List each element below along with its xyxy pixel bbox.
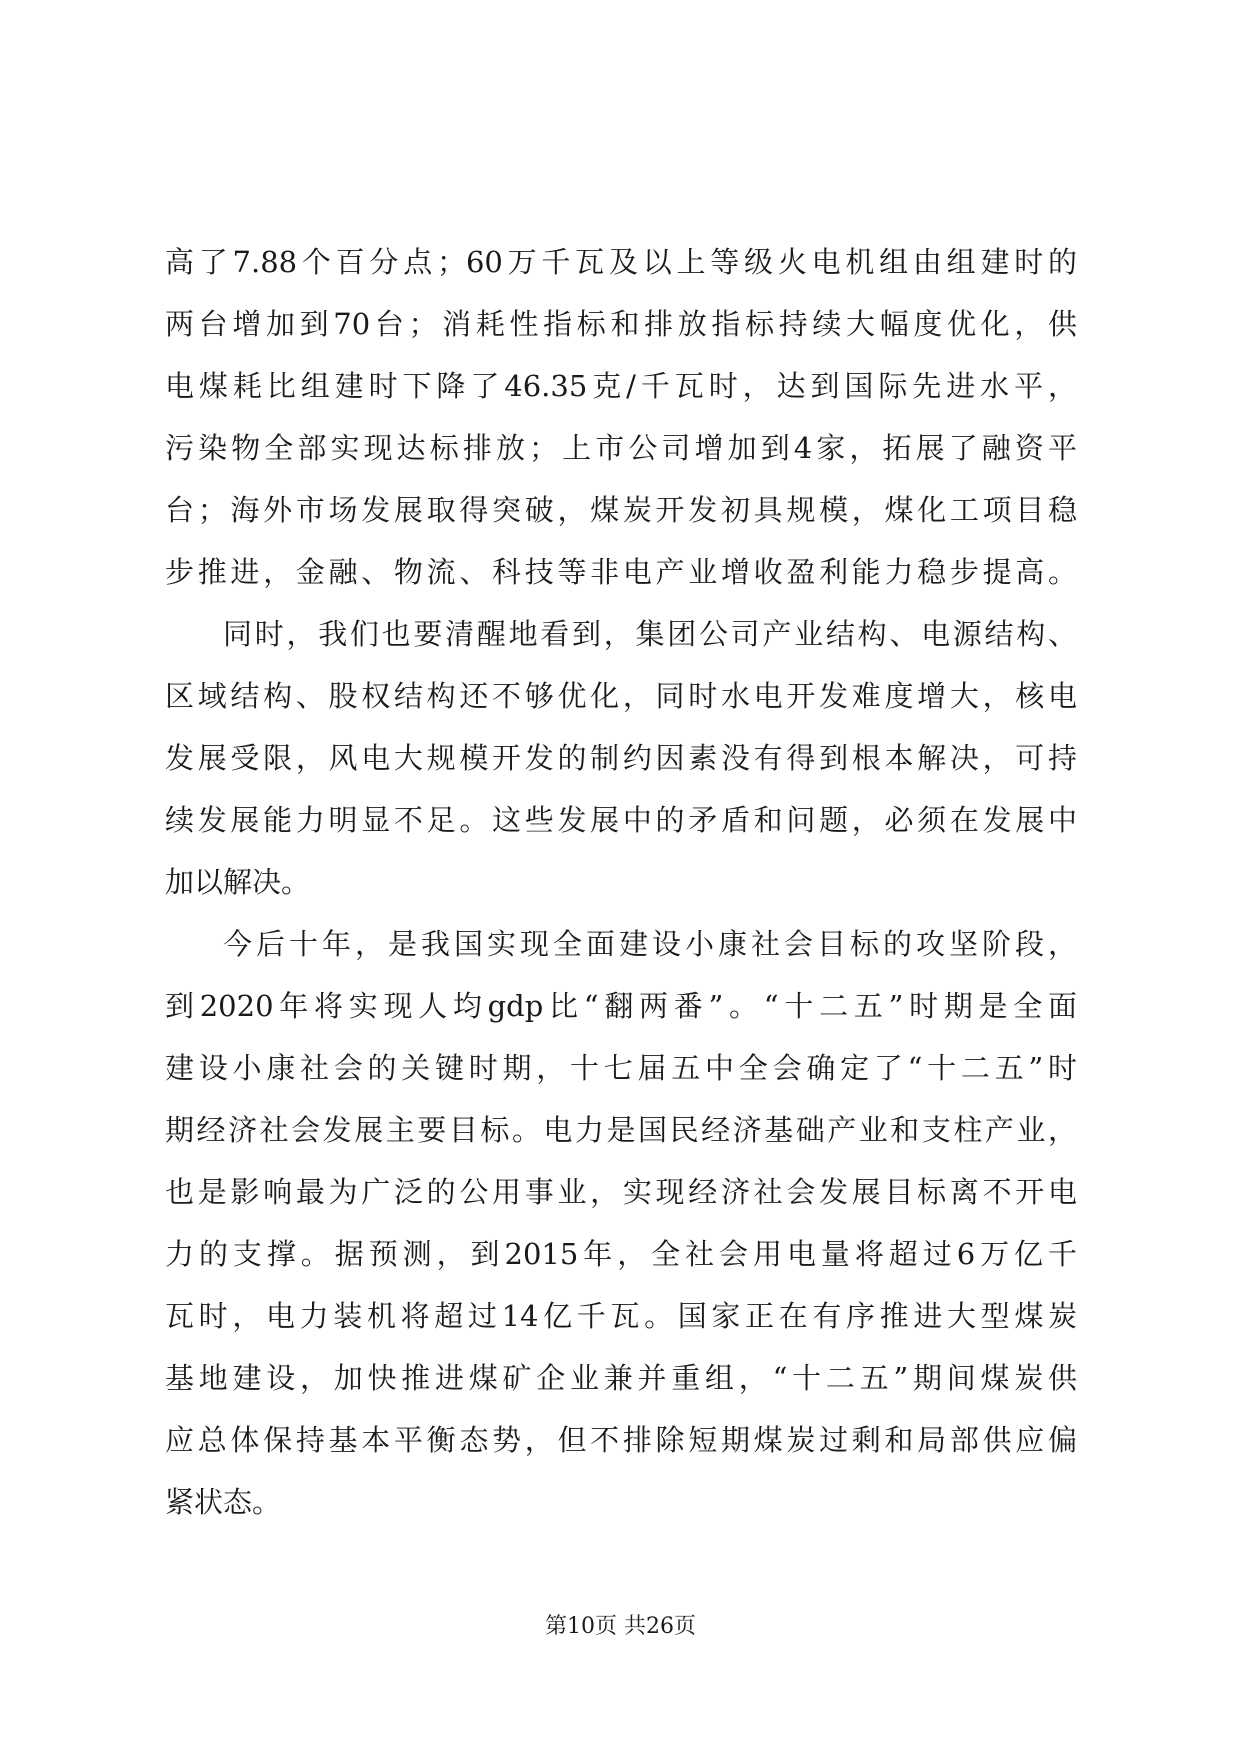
text-line: 加以解决。 xyxy=(165,865,311,899)
text-line: 续发展能力明显不足。这些发展中的矛盾和问题，必须在发展中 xyxy=(165,803,1077,837)
text-line: 台；海外市场发展取得突破，煤炭开发初具规模，煤化工项目稳 xyxy=(165,493,1077,527)
text-line: 同时，我们也要清醒地看到，集团公司产业结构、电源结构、 xyxy=(223,617,1077,651)
text-line: 到2020年将实现人均gdp比“翻两番”。“十二五”时期是全面 xyxy=(165,989,1077,1023)
paragraph-1 xyxy=(165,231,1077,603)
text-line: 力的支撑。据预测，到2015年，全社会用电量将超过6万亿千 xyxy=(165,1237,1077,1271)
text-line: 建设小康社会的关键时期，十七届五中全会确定了“十二五”时 xyxy=(165,1051,1077,1085)
text-line: 区域结构、股权结构还不够优化，同时水电开发难度增大，核电 xyxy=(165,679,1077,713)
text-line: 瓦时，电力装机将超过14亿千瓦。国家正在有序推进大型煤炭 xyxy=(165,1299,1077,1333)
paragraph-3 xyxy=(165,913,1077,1533)
text-line: 也是影响最为广泛的公用事业，实现经济社会发展目标离不开电 xyxy=(165,1175,1077,1209)
text-line: 步推进，金融、物流、科技等非电产业增收盈利能力稳步提高。 xyxy=(165,555,1077,589)
text-line: 发展受限，风电大规模开发的制约因素没有得到根本解决，可持 xyxy=(165,741,1077,775)
text-line: 今后十年，是我国实现全面建设小康社会目标的攻坚阶段， xyxy=(223,927,1077,961)
body-text xyxy=(165,231,1077,1533)
text-line: 高了7.88个百分点；60万千瓦及以上等级火电机组由组建时的 xyxy=(165,245,1077,279)
text-line: 应总体保持基本平衡态势，但不排除短期煤炭过剩和局部供应偏 xyxy=(165,1423,1077,1457)
page-number-footer: 第10页 共26页 xyxy=(545,1614,696,1639)
text-line: 污染物全部实现达标排放；上市公司增加到4家，拓展了融资平 xyxy=(165,431,1077,465)
text-line: 紧状态。 xyxy=(165,1485,282,1519)
text-line: 两台增加到70台；消耗性指标和排放指标持续大幅度优化，供 xyxy=(165,307,1077,341)
text-line: 基地建设，加快推进煤矿企业兼并重组，“十二五”期间煤炭供 xyxy=(165,1361,1077,1395)
text-line: 电煤耗比组建时下降了46.35克/千瓦时，达到国际先进水平， xyxy=(165,369,1077,403)
paragraph-2 xyxy=(165,603,1077,913)
text-line: 期经济社会发展主要目标。电力是国民经济基础产业和支柱产业， xyxy=(165,1113,1077,1147)
